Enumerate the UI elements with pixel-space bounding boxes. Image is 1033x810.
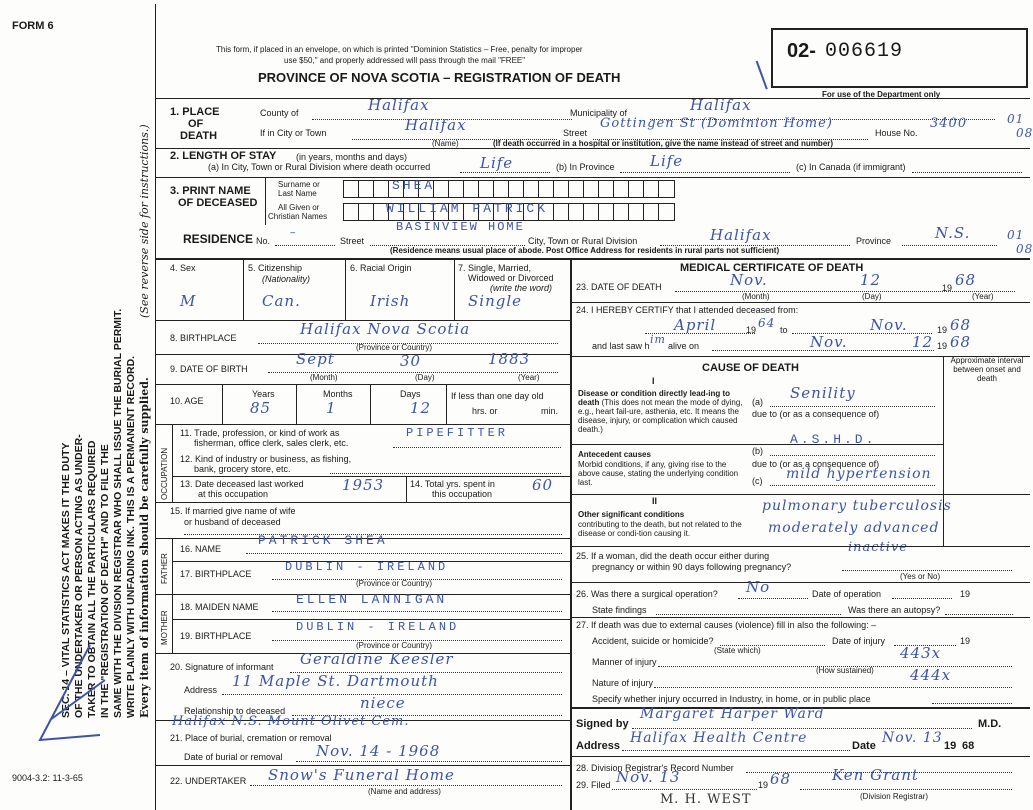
father-birthplace-sub: (Province or Country) <box>356 579 433 588</box>
undertaker-label: 22. UNDERTAKER <box>170 776 247 786</box>
md-label: M.D. <box>978 718 1002 730</box>
dob-month-label: (Month) <box>310 373 338 382</box>
cause-due-a: due to (or as a consequence of) <box>752 409 880 419</box>
informant-address-label: Address <box>184 685 218 695</box>
residence-no-label: No. <box>256 236 271 246</box>
part-one-label: I <box>652 376 655 386</box>
surgery-value: No <box>746 578 771 596</box>
filed-prefix: 19 <box>758 780 769 790</box>
nature-label: Nature of injury <box>592 678 654 688</box>
city-value: Halifax <box>405 116 467 134</box>
sex-value: M <box>180 292 197 310</box>
house-value: 3400 <box>930 116 968 131</box>
death-year-prefix: 19 <box>942 283 953 293</box>
last-worked-label: 13. Date deceased last worked <box>180 479 304 489</box>
maiden-name-label: 18. MAIDEN NAME <box>180 602 259 612</box>
signer-date-value: Nov. 13 <box>882 730 943 746</box>
pregnancy-sub: pregnancy or within 90 days following pregnancy? <box>592 562 792 572</box>
father-side-label: FATHER <box>160 553 169 584</box>
letter-cell <box>509 181 524 197</box>
findings-label: State findings <box>592 605 647 615</box>
registrar-label: (Division Registrar) <box>860 792 929 801</box>
age-years-value: 85 <box>250 399 272 417</box>
spouse-sub: or husband of deceased <box>184 517 281 527</box>
accident-label: Accident, suicide or homicide? <box>592 636 714 646</box>
burial-date-label: Date of burial or removal <box>184 752 283 762</box>
letter-cell <box>344 204 359 220</box>
stay-b-value: Life <box>650 152 684 170</box>
street-value: Gottingen St (Dominion Home) <box>600 116 833 131</box>
manner-label: Manner of injury <box>592 657 657 667</box>
birthplace-sub: (Province or Country) <box>356 343 433 352</box>
last-worked-sub: at this occupation <box>198 489 269 499</box>
letter-cell <box>344 181 359 197</box>
reg-prefix: 02- <box>787 40 816 62</box>
letter-cell <box>359 204 374 220</box>
letter-cell <box>524 181 539 197</box>
death-year: 68 <box>955 271 977 289</box>
father-birthplace-label: 17. BIRTHPLACE <box>180 569 252 579</box>
side-line2: OF THE UNDERTAKER OR PERSON ACTING AS UNDER- <box>73 434 85 718</box>
side-line3: TAKER TO OBTAIN ALL THE PARTICULARS REQUIRED <box>86 440 98 718</box>
other-condition-3: inactive <box>848 540 908 555</box>
occupation-side-label: OCCUPATION <box>160 447 169 500</box>
trade-sub: fisherman, office clerk, sales clerk, etc. <box>194 438 349 448</box>
given-value: WILLIAM PATRICK <box>386 201 549 216</box>
racial-origin-label: 6. Racial Origin <box>350 263 412 273</box>
letter-cell <box>599 204 614 220</box>
place-label: 1. PLACE OF DEATH <box>170 106 220 142</box>
death-date-label: 23. DATE OF DEATH <box>576 282 662 292</box>
notice-line1: This form, if placed in an envelope, on which is printed "Dominion Statistics – Free, penalty for improper <box>216 45 583 54</box>
cause-a-value: Senility <box>790 384 856 402</box>
signer-date-prefix: 19 <box>944 740 957 752</box>
death-month-label: (Month) <box>742 292 770 301</box>
relationship-value: niece <box>360 694 406 712</box>
dob-year-label: (Year) <box>518 373 540 382</box>
notice-line2: use $50," and properly addressed will pass through the mail "FREE" <box>284 56 526 65</box>
letter-cell <box>614 181 629 197</box>
industry-label: 12. Kind of industry or business, as fishing, <box>180 454 352 464</box>
residence-label: RESIDENCE <box>183 232 254 246</box>
letter-cell <box>584 181 599 197</box>
marital-label: 7. Single, Married, <box>458 263 532 273</box>
operation-date-label: Date of operation <box>812 589 882 599</box>
relationship-label: Relationship to deceased <box>184 706 286 716</box>
marital-value: Single <box>468 292 523 310</box>
mother-birthplace-sub: (Province or Country) <box>356 641 433 650</box>
dob-month: Sept <box>296 350 335 368</box>
residence-note: (Residence means usual place of abode. Post Office Address for residents in rural parts not sufficient) <box>390 246 780 255</box>
cause-due-b: due to (or as a consequence of) <box>752 459 880 469</box>
death-day: 12 <box>860 271 882 289</box>
cause-b-label: (b) <box>752 446 763 456</box>
form-id: FORM 6 <box>12 20 54 32</box>
citizenship-sub: (Nationality) <box>262 274 311 284</box>
given-label: All Given or Christian Names <box>268 203 328 221</box>
age-years-label: Years <box>252 389 275 399</box>
age-hrs-label: hrs. or <box>472 406 498 416</box>
house-label: House No. <box>875 128 918 138</box>
residence-street-label: Street <box>340 236 365 246</box>
informant-signature: Geraldine Keesler <box>300 650 454 668</box>
other-condition-2: moderately advanced <box>768 520 940 536</box>
letter-cell <box>449 181 464 197</box>
residence-no-value: – <box>290 226 297 239</box>
letter-cell <box>479 181 494 197</box>
age-days-label: Days <box>400 389 421 399</box>
age-min-label: min. <box>541 406 559 416</box>
stay-a-label: (a) In City, Town or Rural Division where death occurred <box>208 162 431 172</box>
letter-cell <box>644 181 659 197</box>
operation-date-prefix: 19 <box>960 589 971 599</box>
total-years-label: 14. Total yrs. spent in <box>410 479 495 489</box>
injury-date-prefix: 19 <box>960 636 971 646</box>
residence-street-value: BASINVIEW HOME <box>396 220 525 234</box>
death-month: Nov. <box>730 271 768 289</box>
spouse-label: 15. If married give name of wife <box>170 506 296 516</box>
stay-a-value: Life <box>480 154 514 172</box>
registration-number-box <box>771 28 1028 88</box>
burial-place: Halifax N.S. Mount Olivet Cem. <box>172 714 410 729</box>
surname-value: SHEA <box>392 178 436 193</box>
other-conditions-note: contributing to the death, but not related to the disease or condi-tion causing it. <box>578 520 742 538</box>
letter-cell <box>599 181 614 197</box>
signer-date-label: Date <box>852 740 876 752</box>
attended-from-month: April <box>674 316 717 334</box>
signed-by-value: Margaret Harper Ward <box>640 706 825 722</box>
racial-origin-value: Irish <box>370 292 411 310</box>
stay-b-label: (b) In Province <box>556 162 615 172</box>
other-condition-1: pulmonary tuberculosis <box>762 498 952 514</box>
margin-code-b1: 01 <box>1007 228 1025 242</box>
alive-prefix: 19 <box>937 341 948 351</box>
form-title: PROVINCE OF NOVA SCOTIA – REGISTRATION OF DEATH <box>258 70 621 85</box>
pregnancy-yesno: (Yes or No) <box>900 572 941 581</box>
age-label: 10. AGE <box>170 396 204 406</box>
attended-to-year: 68 <box>950 316 972 334</box>
deceased-name-label: 3. PRINT NAME OF DECEASED <box>170 185 258 209</box>
filed-year: 68 <box>770 770 792 788</box>
side-line4: IN THE "REGISTRATION OF DEATH" AND TO FILE THE <box>99 444 111 718</box>
stay-label: 2. LENGTH OF STAY <box>170 150 277 162</box>
manner-value: 443x <box>900 644 942 662</box>
residence-province-label: Province <box>856 236 892 246</box>
death-day-label: (Day) <box>862 292 882 301</box>
sex-label: 4. Sex <box>170 263 196 273</box>
maiden-name-value: ELLEN LANNIGAN <box>296 592 448 607</box>
dob-day: 30 <box>400 352 422 370</box>
margin-code-a2: 08 <box>1016 126 1033 140</box>
last-saw-sex: im <box>650 333 666 346</box>
attended-to-month: Nov. <box>870 316 908 334</box>
letter-cell <box>569 204 584 220</box>
how-sustained-label: (How sustained) <box>816 666 874 675</box>
disease-block: Disease or condition directly lead-ing to death (This does not mean the mode of dying, e.g., heart fail-ure, asthenia, etc. It means the disease, injury, or complication which caused death.) <box>578 389 743 434</box>
side-line1: SEC. 14 – VITAL STATISTICS ACT MAKES IT THE DUTY <box>60 442 72 718</box>
signer-address-value: Halifax Health Centre <box>630 730 808 746</box>
antecedent-note: Morbid conditions, if any, giving rise to the above cause, stating the underlying condition last. <box>578 460 739 487</box>
checker-stamp: M. H. WEST <box>660 792 752 807</box>
informant-address: 11 Maple St. Dartmouth <box>232 672 439 690</box>
undertaker-value: Snow's Funeral Home <box>268 766 455 784</box>
antecedent-label: Antecedent causes <box>578 450 651 459</box>
record-number-label: 28. Division Registrar's Record Number <box>576 763 734 773</box>
birthplace-label: 8. BIRTHPLACE <box>170 333 237 343</box>
mother-side-label: MOTHER <box>160 610 169 645</box>
attended-from-prefix: 19 <box>746 325 757 335</box>
letter-cell <box>569 181 584 197</box>
cause-a-label: (a) <box>752 397 763 407</box>
state-which-label: (State which) <box>714 646 761 655</box>
injury-date-label: Date of injury <box>832 636 886 646</box>
death-year-label: (Year) <box>972 292 994 301</box>
cause-c-value: mild hypertension <box>786 466 932 482</box>
citizenship-value: Can. <box>262 292 301 310</box>
side-line7: Every item of information should be carefully supplied. <box>138 377 151 718</box>
interval-label: Approximate interval between onset and death <box>950 356 1024 383</box>
letter-cell <box>539 181 554 197</box>
trade-label: 11. Trade, profession, or kind of work as <box>180 428 340 438</box>
dept-use-label: For use of the Department only <box>822 90 941 99</box>
stay-sub-label: (in years, months and days) <box>296 152 408 162</box>
autopsy-label: Was there an autopsy? <box>848 605 941 615</box>
industry-sub: bank, grocery store, etc. <box>194 464 291 474</box>
street-label: Street <box>563 128 588 138</box>
letter-cell <box>659 181 674 197</box>
county-label: County of <box>260 108 299 118</box>
hospital-note: (If death occurred in a hospital or institution, give the name instead of street and number) <box>493 139 834 148</box>
letter-cell <box>584 204 599 220</box>
external-label: 27. If death was due to external causes (violence) fill in also the following: – <box>576 620 877 630</box>
pregnancy-label: 25. If a woman, did the death occur either during <box>576 551 770 561</box>
burial-date: Nov. 14 - 1968 <box>316 742 441 760</box>
specify-label: Specify whether injury occurred in Industry, in home, or in public place <box>592 694 871 704</box>
cause-b-value: A.S.H.D. <box>790 432 877 447</box>
cause-c-label: (c) <box>752 476 763 486</box>
side-scrawl-svg <box>30 640 110 750</box>
certify-label: 24. I HEREBY CERTIFY that I attended deceased from: <box>576 305 799 315</box>
letter-cell <box>554 204 569 220</box>
margin-code-b2: 08 <box>1016 242 1033 256</box>
attended-to-prefix: 19 <box>937 325 948 335</box>
trade-value: PIPEFITTER <box>406 426 509 440</box>
letter-cell <box>359 181 374 197</box>
reg-number: 006619 <box>825 40 904 63</box>
age-days-value: 12 <box>410 399 432 417</box>
signed-by-label: Signed by <box>576 718 629 730</box>
age-months-value: 1 <box>326 399 337 417</box>
form-code: 9004-3.2: 11-3-65 <box>12 773 83 783</box>
other-conditions-label: Other significant conditions <box>578 510 685 519</box>
registrar-signature: Ken Grant <box>832 766 919 784</box>
age-months-label: Months <box>323 389 353 399</box>
side-line6: WRITE PLAINLY WITH UNFADING INK. THIS IS A PERMANENT RECORD. <box>125 355 137 718</box>
surgery-label: 26. Was there a surgical operation? <box>576 589 718 599</box>
informant-label: 20. Signature of informant <box>170 662 274 672</box>
alive-day: 12 <box>912 333 934 351</box>
stay-c-label: (c) In Canada (if immigrant) <box>796 162 906 172</box>
father-name-label: 16. NAME <box>180 544 222 554</box>
name-sub-label: (Name) <box>432 139 459 148</box>
birthplace-value: Halifax Nova Scotia <box>300 320 471 338</box>
residence-city-label: City, Town or Rural Division <box>528 236 638 246</box>
total-years-value: 60 <box>532 476 554 494</box>
filed-value: Nov. 13 <box>616 768 681 786</box>
letter-cell <box>494 181 509 197</box>
signer-address-label: Address <box>576 740 621 752</box>
alive-year: 68 <box>950 333 972 351</box>
attended-from-year: 64 <box>758 316 776 330</box>
surname-label: Surname or Last Name <box>278 180 320 198</box>
municipality-label: Municipality of <box>570 108 628 118</box>
city-label: If in City or Town <box>260 128 327 138</box>
letter-cell <box>434 181 449 197</box>
letter-cell <box>629 181 644 197</box>
attended-to-label: to <box>780 325 788 335</box>
side-line8: (See reverse side for instructions.) <box>138 124 151 318</box>
dob-year: 1883 <box>488 350 531 368</box>
total-years-sub: this occupation <box>432 489 493 499</box>
age-less-label: If less than one day old <box>451 391 544 401</box>
last-worked-value: 1953 <box>342 476 385 494</box>
father-birthplace-value: DUBLIN - IRELAND <box>285 560 449 574</box>
part-two-label: II <box>652 496 658 506</box>
mother-birthplace-label: 19. BIRTHPLACE <box>180 631 252 641</box>
letter-cell <box>659 204 674 220</box>
burial-label: 21. Place of burial, cremation or removal <box>170 733 332 743</box>
alive-on-label: alive on <box>668 341 700 351</box>
letter-cell <box>374 181 389 197</box>
cause-heading: CAUSE OF DEATH <box>702 362 799 374</box>
letter-cell <box>614 204 629 220</box>
county-value: Halifax <box>368 96 430 114</box>
alive-month: Nov. <box>810 333 848 351</box>
side-line5: SAME WITH THE DIVISION REGISTRAR WHO SHALL ISSUE THE BURIAL PERMIT. <box>112 308 124 718</box>
medical-heading: MEDICAL CERTIFICATE OF DEATH <box>680 262 864 274</box>
marital-sub2: (write the word) <box>490 283 553 293</box>
undertaker-sub: (Name and address) <box>368 787 441 796</box>
letter-cell <box>644 204 659 220</box>
residence-city-value: Halifax <box>710 226 772 244</box>
father-name-value: PATRICK SHEA <box>258 533 388 548</box>
residence-province-value: N.S. <box>935 224 971 242</box>
municipality-value: Halifax <box>690 96 752 114</box>
side-scrawl <box>30 640 110 750</box>
nature-value: 444x <box>910 666 952 684</box>
letter-cell <box>464 181 479 197</box>
marital-sub1: Widowed or Divorced <box>468 273 554 283</box>
dob-day-label: (Day) <box>415 373 435 382</box>
last-saw-label: and last saw h <box>592 341 650 351</box>
letter-cell <box>554 181 569 197</box>
margin-code-a1: 01 <box>1007 112 1025 126</box>
signer-date-year: 68 <box>962 740 975 752</box>
letter-cell <box>629 204 644 220</box>
citizenship-label: 5. Citizenship <box>248 263 303 273</box>
filed-label: 29. Filed <box>576 780 611 790</box>
mother-birthplace-value: DUBLIN - IRELAND <box>296 620 460 634</box>
dob-label: 9. DATE OF BIRTH <box>170 364 248 374</box>
